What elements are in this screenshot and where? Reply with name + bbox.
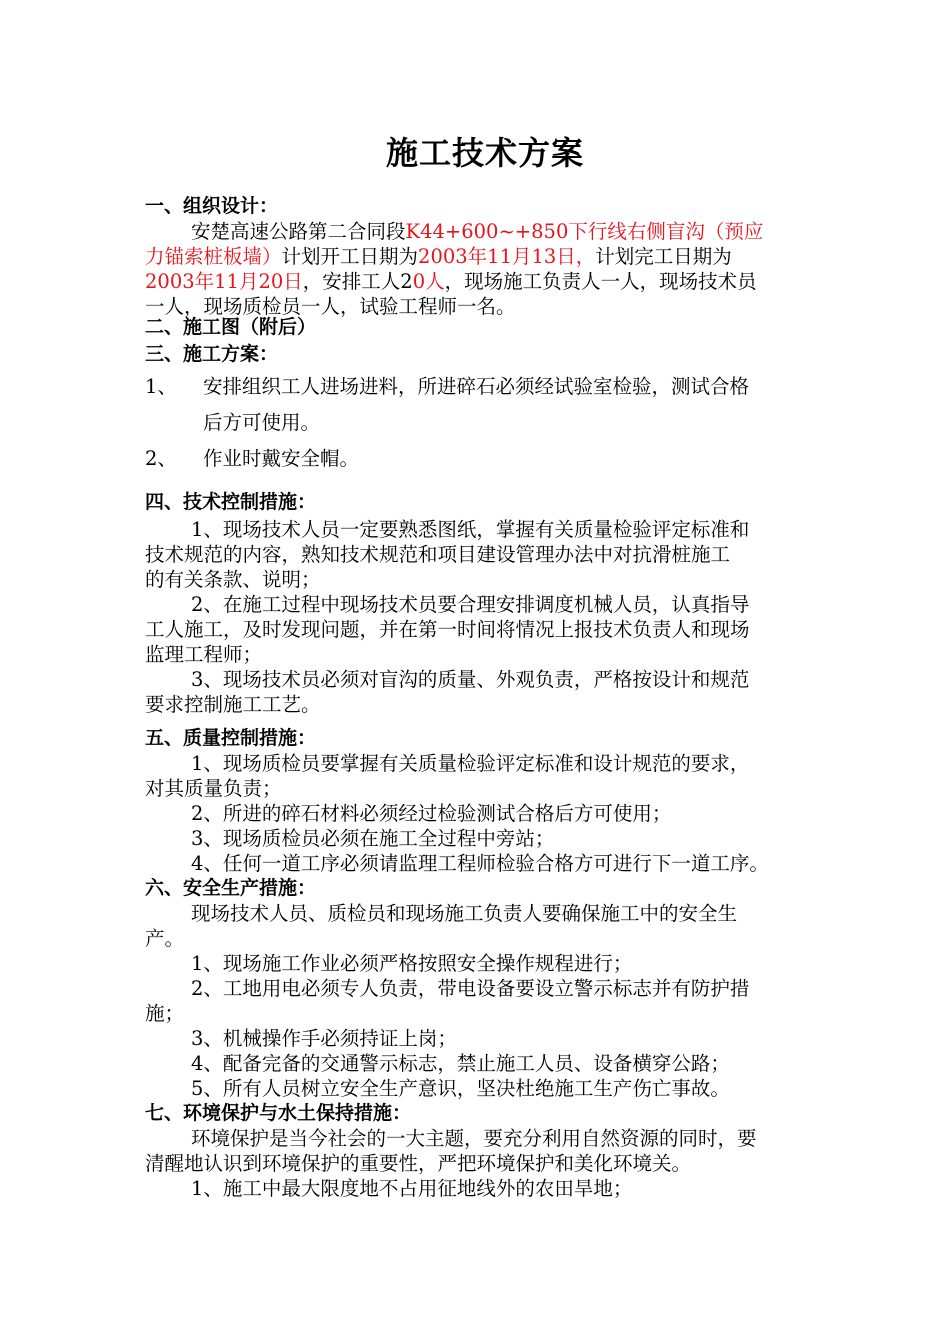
section-drawings bbox=[145, 315, 825, 340]
paragraph-line: 1、现场质检员要掌握有关质量检验评定标准和设计规范的要求， bbox=[191, 752, 750, 775]
section-heading: 三、施工方案： bbox=[145, 343, 279, 365]
paragraph-line bbox=[145, 219, 825, 244]
paragraph-line: 3、机械操作手必须持证上岗； bbox=[191, 1027, 457, 1050]
section-environment bbox=[145, 1101, 825, 1201]
section-heading: 二、施工图（附后） bbox=[145, 316, 317, 338]
paragraph-line: 现场技术人员、质检员和现场施工负责人要确保施工中的安全生 bbox=[191, 902, 738, 925]
section-quality-control bbox=[145, 726, 825, 876]
paragraph-line: 环境保护是当今社会的一大主题，要充分利用自然资源的同时，要 bbox=[191, 1127, 757, 1150]
text-span: 安楚高速公路第二合同段 bbox=[191, 220, 406, 243]
highlight-text: 2003年11月20日 bbox=[145, 270, 303, 293]
paragraph-line: 1、施工中最大限度地不占用征地线外的农田旱地； bbox=[191, 1177, 633, 1200]
section-heading: 四、技术控制措施： bbox=[145, 491, 317, 513]
section-heading: 五、质量控制措施： bbox=[145, 727, 317, 749]
section-safety bbox=[145, 876, 825, 1101]
paragraph-line bbox=[145, 244, 825, 269]
highlight-text: 2003年11月13日， bbox=[418, 245, 596, 268]
paragraph-line: 2、工地用电必须专人负责，带电设备要设立警示标志并有防护措 bbox=[191, 977, 750, 1000]
paragraph-line: 1、现场技术人员一定要熟悉图纸，掌握有关质量检验评定标准和 bbox=[191, 518, 750, 541]
paragraph-line: 4、配备完备的交通警示标志，禁止施工人员、设备横穿公路； bbox=[191, 1052, 730, 1075]
paragraph-line: 1、现场施工作业必须严格按照安全操作规程进行； bbox=[191, 952, 633, 975]
list-item bbox=[145, 441, 825, 477]
list-number: 2、 bbox=[145, 447, 177, 470]
paragraph-line: 清醒地认识到环境保护的重要性，严把环境保护和美化环境关。 bbox=[145, 1152, 692, 1175]
section-construction-plan bbox=[145, 342, 825, 477]
paragraph-line: 3、现场技术员必须对盲沟的质量、外观负责，严格按设计和规范 bbox=[191, 668, 750, 691]
list-text: 安排组织工人进场进料，所进碎石必须经试验室检验，测试合格 bbox=[203, 375, 750, 398]
list-number: 1、 bbox=[145, 375, 177, 398]
section-heading: 六、安全生产措施： bbox=[145, 877, 317, 899]
paragraph-line: 技术规范的内容，熟知技术规范和项目建设管理办法中对抗滑桩施工 bbox=[145, 543, 731, 566]
paragraph-line: 施； bbox=[145, 1002, 185, 1025]
paragraph-line: 工人施工，及时发现问题，并在第一时间将情况上报技术负责人和现场 bbox=[145, 618, 750, 641]
highlight-text: 0人 bbox=[412, 270, 445, 293]
paragraph-line: 产。 bbox=[145, 927, 185, 950]
section-technical-control bbox=[145, 490, 825, 717]
paragraph-line: 对其质量负责； bbox=[145, 777, 282, 800]
text-span: ，现场施工负责人一人，现场技术员 bbox=[444, 270, 757, 293]
list-item bbox=[145, 369, 825, 405]
paragraph-line: 一人，现场质检员一人，试验工程师一名。 bbox=[145, 295, 516, 318]
text-span: ，安排工人2 bbox=[302, 270, 413, 293]
section-heading: 七、环境保护与水土保持措施： bbox=[145, 1102, 412, 1124]
text-span: 计划开工日期为 bbox=[281, 245, 419, 268]
highlight-text: K44+600~+850下行线右侧盲沟（预应 bbox=[405, 220, 764, 243]
list-text: 作业时戴安全帽。 bbox=[203, 447, 360, 470]
highlight-text: 力锚索桩板墙） bbox=[145, 245, 282, 268]
paragraph-line: 监理工程师； bbox=[145, 643, 263, 666]
paragraph-line bbox=[145, 269, 825, 294]
text-span: 计划完工日期为 bbox=[595, 245, 732, 268]
paragraph-line: 2、在施工过程中现场技术员要合理安排调度机械人员，认真指导 bbox=[191, 593, 750, 616]
paragraph-line: 5、所有人员树立安全生产意识，坚决杜绝施工生产伤亡事故。 bbox=[191, 1077, 730, 1100]
paragraph-line: 3、现场质检员必须在施工全过程中旁站； bbox=[191, 827, 555, 850]
paragraph-line: 要求控制施工工艺。 bbox=[145, 693, 321, 716]
document-title: 施工技术方案 bbox=[385, 134, 584, 172]
paragraph-line: 2、所进的碎石材料必须经过检验测试合格后方可使用； bbox=[191, 802, 672, 825]
paragraph-line: 的有关条款、说明； bbox=[145, 568, 321, 591]
section-heading: 一、组织设计： bbox=[145, 195, 279, 217]
list-item-continuation: 后方可使用。 bbox=[203, 411, 321, 434]
paragraph-line: 4、任何一道工序必须请监理工程师检验合格方可进行下一道工序。 bbox=[191, 852, 769, 875]
section-organization bbox=[145, 194, 825, 319]
